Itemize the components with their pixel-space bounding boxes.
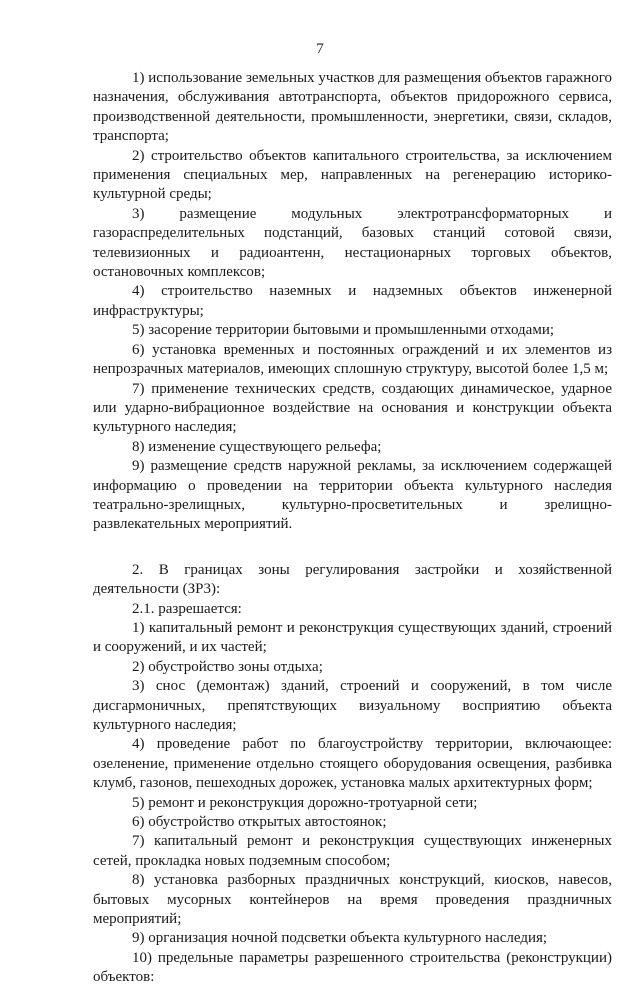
paragraph-allowed-6: 6) обустройство открытых автостоянок; — [132, 814, 387, 831]
paragraph-prohibited-7: 7) применение технических средств, создающих динамическое, ударное или ударно-вибрационное воздействие на основания и конструкции объекта культурного наследия; — [93, 380, 612, 436]
paragraph-allowed-8: 8) установка разборных праздничных конструкций, киосков, навесов, бытовых мусорных контейнеров на время проведения праздничных мероприятий; — [93, 872, 612, 928]
paragraph-prohibited-9: 9) размещение средств наружной рекламы, за исключением содержащей информацию о проведении на территории объекта культурного наследия театрально-зрелищных, культурно-просветительных и зрелищно-развлекательных мероприятий. — [93, 458, 612, 533]
subsection-allowed-heading: 2.1. разрешается: — [132, 600, 242, 617]
paragraph-prohibited-3: 3) размещение модульных электротрансформаторных и газораспределительных подстанций, базовых станций сотовой связи, телевизионных и радиоантенн, нестационарных торговых объектов, остановочных комплексов; — [93, 205, 612, 281]
paragraph-allowed-4: 4) проведение работ по благоустройству территории, включающее: озеленение, применение отдельно стоящего оборудования освещения, разбивка клумб, газонов, пешеходных дорожек, установка малых архитектурных форм; — [93, 736, 612, 792]
paragraph-prohibited-2: 2) строительство объектов капитального строительства, за исключением применения специальных мер, направленных на регенерацию историко-культурной среды; — [93, 147, 612, 203]
paragraph-allowed-3: 3) снос (демонтаж) зданий, строений и сооружений, в том числе дисгармоничных, препятствующих визуальному восприятию объекта культурного наследия; — [93, 678, 612, 733]
paragraph-prohibited-8: 8) изменение существующего рельефа; — [132, 438, 382, 455]
paragraph-prohibited-6: 6) установка временных и постоянных ограждений и их элементов из непрозрачных материалов, имеющих сплошную структуру, высотой более 1,5 м; — [93, 341, 612, 378]
paragraph-prohibited-1: 1) использование земельных участков для размещения объектов гаражного назначения, обслуживания автотранспорта, объектов придорожного сервиса, производственной деятельности, промышленности, энергетики, связи, складов, транспорта; — [93, 70, 612, 145]
paragraph-prohibited-4: 4) строительство наземных и надземных объектов инженерной инфраструктуры; — [93, 283, 612, 319]
paragraph-allowed-2: 2) обустройство зоны отдыха; — [132, 658, 323, 675]
paragraph-prohibited-5: 5) засорение территории бытовыми и промышленными отходами; — [132, 322, 555, 339]
paragraph-allowed-10: 10) предельные параметры разрешенного строительства (реконструкции) объектов: — [93, 949, 612, 986]
section-heading-zr3: 2. В границах зоны регулирования застройки и хозяйственной деятельности (ЗР3): — [93, 561, 612, 598]
paragraph-allowed-1: 1) капитальный ремонт и реконструкция существующих зданий, строений и сооружений, и их частей; — [93, 619, 612, 656]
paragraph-allowed-9: 9) организация ночной подсветки объекта культурного наследия; — [132, 930, 548, 947]
page-number: 7 — [316, 41, 324, 57]
paragraph-allowed-7: 7) капитальный ремонт и реконструкция существующих инженерных сетей, прокладка новых подземным способом; — [93, 833, 612, 869]
document-body — [93, 69, 612, 988]
paragraph-allowed-5: 5) ремонт и реконструкция дорожно-тротуарной сети; — [132, 794, 478, 811]
